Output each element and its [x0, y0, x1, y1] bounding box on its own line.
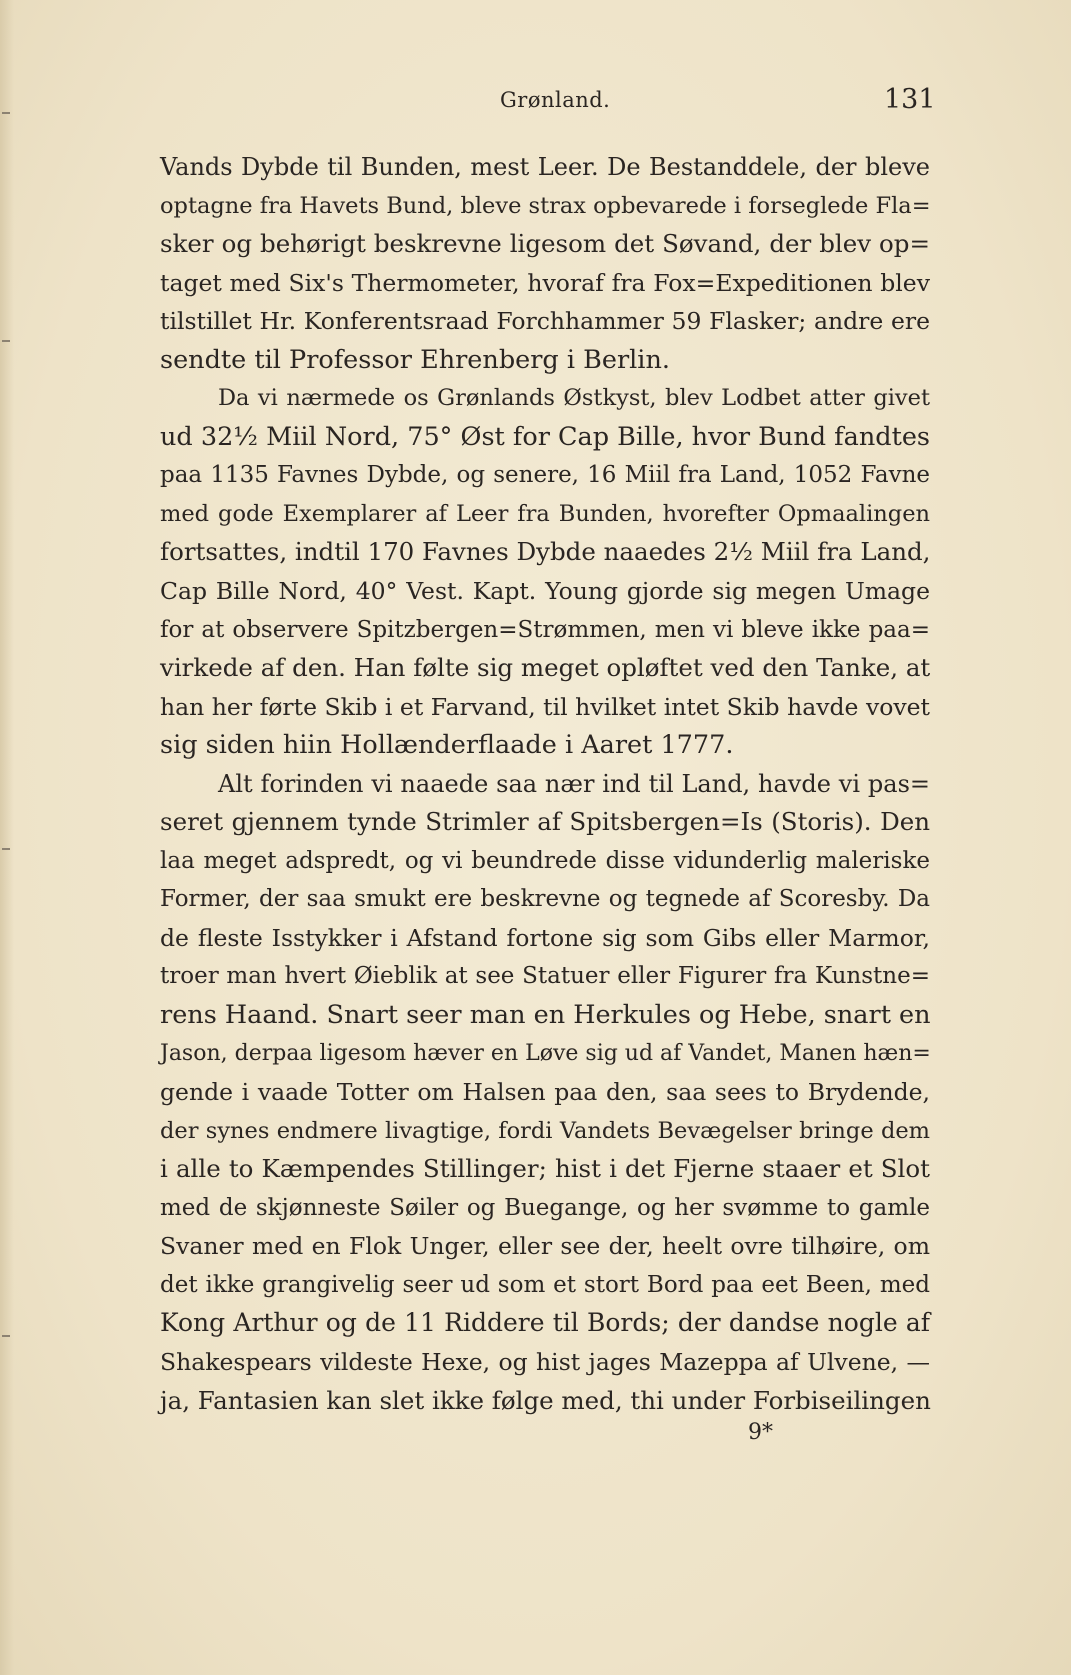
text-line: Alt forinden vi naaede saa nær ind til Land, havde vi pas= — [218, 769, 930, 798]
text-line: sig siden hiin Hollænderflaade i Aaret 1777. — [160, 730, 734, 761]
text-line: rens Haand. Snart seer man en Herkules og Hebe, snart en — [160, 1000, 931, 1031]
edge-mark — [2, 112, 10, 114]
text-line: han her førte Skib i et Farvand, til hvilket intet Skib havde vovet — [160, 692, 930, 721]
text-line: laa meget adspredt, og vi beundrede disse vidunderlig maleriske — [160, 847, 930, 874]
text-line: Cap Bille Nord, 40° Vest. Kapt. Young gjorde sig megen Umage — [160, 577, 930, 606]
edge-mark — [2, 848, 10, 850]
text-line: tilstillet Hr. Konferentsraad Forchhammer 59 Flasker; andre ere — [160, 307, 930, 336]
text-line: Shakespears vildeste Hexe, og hist jages Mazeppa af Ulvene, — — [160, 1347, 930, 1376]
running-head: Grønland. — [500, 88, 611, 112]
text-line: de fleste Isstykker i Afstand fortone sig som Gibs eller Marmor, — [160, 923, 930, 952]
text-line: Vands Dybde til Bunden, mest Leer. De Bestanddele, der bleve — [160, 153, 930, 181]
text-line: paa 1135 Favnes Dybde, og senere, 16 Miil fra Land, 1052 Favne — [160, 462, 930, 489]
text-line: gende i vaade Totter om Halsen paa den, saa sees to Brydende, — [160, 1078, 930, 1107]
edge-mark — [2, 1335, 10, 1337]
text-line: Da vi nærmede os Grønlands Østkyst, blev Lodbet atter givet — [218, 385, 930, 412]
page-number: 131 — [884, 84, 936, 115]
text-line: ud 32½ Miil Nord, 75° Øst for Cap Bille, hvor Bund fandtes — [160, 421, 930, 452]
text-line: Kong Arthur og de 11 Riddere til Bords; der dandse nogle af — [160, 1308, 930, 1338]
text-line: sker og behørigt beskrevne ligesom det Søvand, der blev op= — [160, 229, 930, 259]
signature-mark: 9* — [748, 1420, 773, 1445]
text-line: Jason, derpaa ligesom hæver en Løve sig ud af Vandet, Manen hæn= — [160, 1040, 931, 1066]
edge-mark — [2, 340, 10, 342]
text-line: for at observere Spitzbergen=Strømmen, men vi bleve ikke paa= — [160, 616, 930, 643]
text-line: Svaner med en Flok Unger, eller see der, heelt ovre tilhøire, om — [160, 1232, 930, 1261]
text-line: ja, Fantasien kan slet ikke følge med, thi under Forbiseilingen — [160, 1385, 931, 1415]
text-line: i alle to Kæmpendes Stillinger; hist i det Fjerne staaer et Slot — [160, 1154, 930, 1184]
text-line: seret gjennem tynde Strimler af Spitsbergen=Is (Storis). Den — [160, 807, 930, 837]
text-line: optagne fra Havets Bund, bleve strax opbevarede i forseglede Fla= — [160, 192, 931, 219]
body-text — [160, 148, 930, 1420]
text-line: virkede af den. Han følte sig meget opløftet ved den Tanke, at — [160, 653, 931, 683]
text-line: Former, der saa smukt ere beskrevne og tegnede af Scoresby. Da — [160, 886, 930, 913]
text-line: det ikke grangivelig seer ud som et stort Bord paa eet Been, med — [160, 1271, 930, 1298]
binding-edge — [0, 0, 14, 1675]
text-line: fortsattes, indtil 170 Favnes Dybde naaedes 2½ Miil fra Land, — [160, 537, 931, 567]
text-line: med de skjønneste Søiler og Buegange, og her svømme to gamle — [160, 1194, 930, 1221]
text-line: der synes endmere livagtige, fordi Vandets Bevægelser bringe dem — [160, 1117, 930, 1144]
text-line: sendte til Professor Ehrenberg i Berlin. — [160, 344, 670, 375]
text-line: med gode Exemplarer af Leer fra Bunden, hvorefter Opmaalingen — [160, 500, 930, 527]
text-line: troer man hvert Øieblik at see Statuer eller Figurer fra Kunstne= — [160, 963, 930, 990]
text-line: taget med Six's Thermometer, hvoraf fra Fox=Expeditionen blev — [160, 268, 930, 297]
